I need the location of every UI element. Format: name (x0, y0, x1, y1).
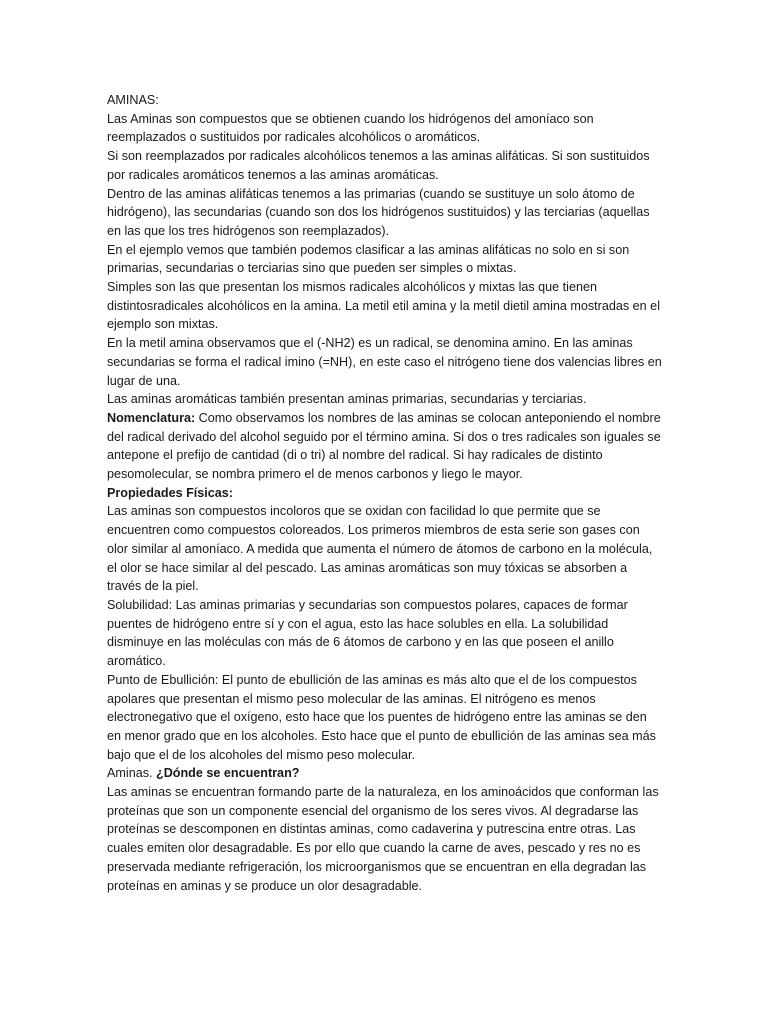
heading-nomenclature: Nomenclatura: (107, 410, 196, 425)
paragraph-amino-imino: En la metil amina observamos que el (-NH2) es un radical, se denomina amino. En las aminas secundarias se forma el radical imino (=NH), en este caso el nitrógeno tiene dos valencias libres en lugar de una. (107, 336, 662, 388)
paragraph-where-found-heading (107, 764, 663, 783)
paragraph-simple-mixed: En el ejemplo vemos que también podemos clasificar a las aminas alifáticas no solo en si son primarias, secundarias o terciarias sino que pueden ser simples o mixtas. (107, 242, 630, 276)
paragraph-boiling-point: Punto de Ebullición: El punto de ebullición de las aminas es más alto que el de los compuestos apolares que presentan el mismo peso molecular de las aminas. El nitrógeno es menos electronegativo que el oxígeno, esto hace que los puentes de hidrógeno entre las aminas se den en menor grado que en los alcoholes. Esto hace que el punto de ebullición de las aminas sea más bajo que el de los alcoholes del mismo peso molecular. (107, 672, 656, 762)
document-body (107, 91, 663, 895)
paragraph-definition: Las Aminas son compuestos que se obtienen cuando los hidrógenos del amoníaco son reemplazados o sustituidos por radicales alcohólicos o aromáticos. (107, 111, 594, 145)
paragraph-aromatic-types: Las aminas aromáticas también presentan aminas primarias, secundarias y terciarias. (107, 392, 587, 407)
paragraph-where-found: Las aminas se encuentran formando parte de la naturaleza, en los aminoácidos que conforman las proteínas que son un componente esencial del organismo de los seres vivos. Al degradarse las proteínas se descomponen en distintas aminas, como cadaverina y putrescina entre otras. Las cuales emiten olor desagradable. Es por ello que cuando la carne de aves, pescado y res no es preservada mediante refrigeración, los microorganismos que se encuentran en ella degradan las proteínas en aminas y se produce un olor desagradable. (107, 785, 659, 893)
nomenclature-text: Como observamos los nombres de las aminas se colocan anteponiendo el nombre del radical derivado del alcohol seguido por el término amina. Si dos o tres radicales son iguales se antepone el prefijo de cantidad (di o tri) al nombre del radical. Si hay radicales de distinto pesomolecular, se nombra primero el de menos carbonos y liego le mayor. (107, 410, 661, 482)
paragraph-aliphatic-aromatic: Si son reemplazados por radicales alcohólicos tenemos a las aminas alifáticas. Si son sustituidos por radicales aromáticos tenemos a las aminas aromáticas. (107, 149, 650, 182)
paragraph-simple-definition: Simples son las que presentan los mismos radicales alcohólicos y mixtas las que tienen distintosradicales alcohólicos en la amina. La metil etil amina y la metil dietil amina mostradas en el ejemplo son mixtas. (107, 280, 660, 332)
paragraph-nomenclature (107, 409, 663, 484)
paragraph-solubility: Solubilidad: Las aminas primarias y secundarias son compuestos polares, capaces de formar puentes de hidrógeno entre sí y con el agua, esto las hace solubles en ella. La solubilidad disminuye en las moléculas con más de 6 átomos de carbono y en las que poseen el anillo aromático. (107, 597, 628, 669)
paragraph-physical-properties: Las aminas son compuestos incoloros que se oxidan con facilidad lo que permite que se encuentren como compuestos coloreados. Los primeros miembros de esta serie son gases con olor similar al amoníaco. A medida que aumenta el número de átomos de carbono en la molécula, el olor se hace similar al del pescado. Las aminas aromáticas son muy tóxicas se absorben a través de la piel. (107, 504, 653, 594)
paragraph-classification: Dentro de las aminas alifáticas tenemos a las primarias (cuando se sustituye un solo átomo de hidrógeno), las secundarias (cuando son dos los hidrógenos sustituidos) y las terciarias (aquellas en las que los tres hidrógenos son reemplazados). (107, 186, 650, 238)
heading-physical-properties: Propiedades Físicas: (107, 485, 233, 500)
document-title: AMINAS: (107, 93, 159, 107)
heading-where-found: ¿Dónde se encuentran? (156, 766, 300, 781)
where-found-prefix: Aminas. (107, 766, 156, 781)
